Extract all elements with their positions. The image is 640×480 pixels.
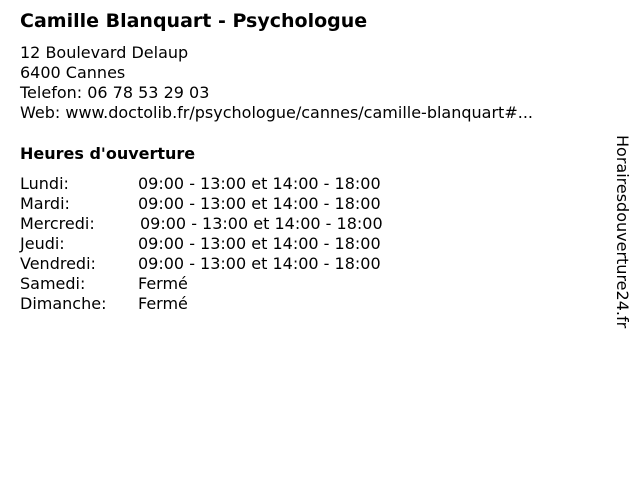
- address-line-1: 12 Boulevard Delaup: [20, 43, 189, 62]
- day-label: Lundi:: [20, 174, 69, 193]
- site-watermark: Horairesdouverture24.fr: [613, 135, 632, 329]
- day-hours: Fermé: [138, 294, 188, 313]
- web-line: Web: www.doctolib.fr/psychologue/cannes/camille-blanquart#...: [20, 103, 533, 122]
- day-label: Jeudi:: [20, 234, 65, 253]
- day-label: Vendredi:: [20, 254, 96, 273]
- address-line-2: 6400 Cannes: [20, 63, 126, 82]
- contact-info: [20, 43, 533, 123]
- day-label: Mardi:: [20, 194, 70, 213]
- day-hours: 09:00 - 13:00 et 14:00 - 18:00: [138, 174, 381, 193]
- hours-heading: Heures d'ouverture: [20, 144, 196, 163]
- day-label: Mercredi:: [20, 214, 95, 233]
- day-hours: 09:00 - 13:00 et 14:00 - 18:00: [140, 214, 383, 233]
- day-label: Samedi:: [20, 274, 86, 293]
- day-hours: Fermé: [138, 274, 188, 293]
- business-title: Camille Blanquart - Psychologue: [20, 10, 368, 32]
- day-hours: 09:00 - 13:00 et 14:00 - 18:00: [138, 234, 381, 253]
- phone-line: Telefon: 06 78 53 29 03: [20, 83, 210, 102]
- day-hours: 09:00 - 13:00 et 14:00 - 18:00: [138, 254, 381, 273]
- day-label: Dimanche:: [20, 294, 107, 313]
- day-hours: 09:00 - 13:00 et 14:00 - 18:00: [138, 194, 381, 213]
